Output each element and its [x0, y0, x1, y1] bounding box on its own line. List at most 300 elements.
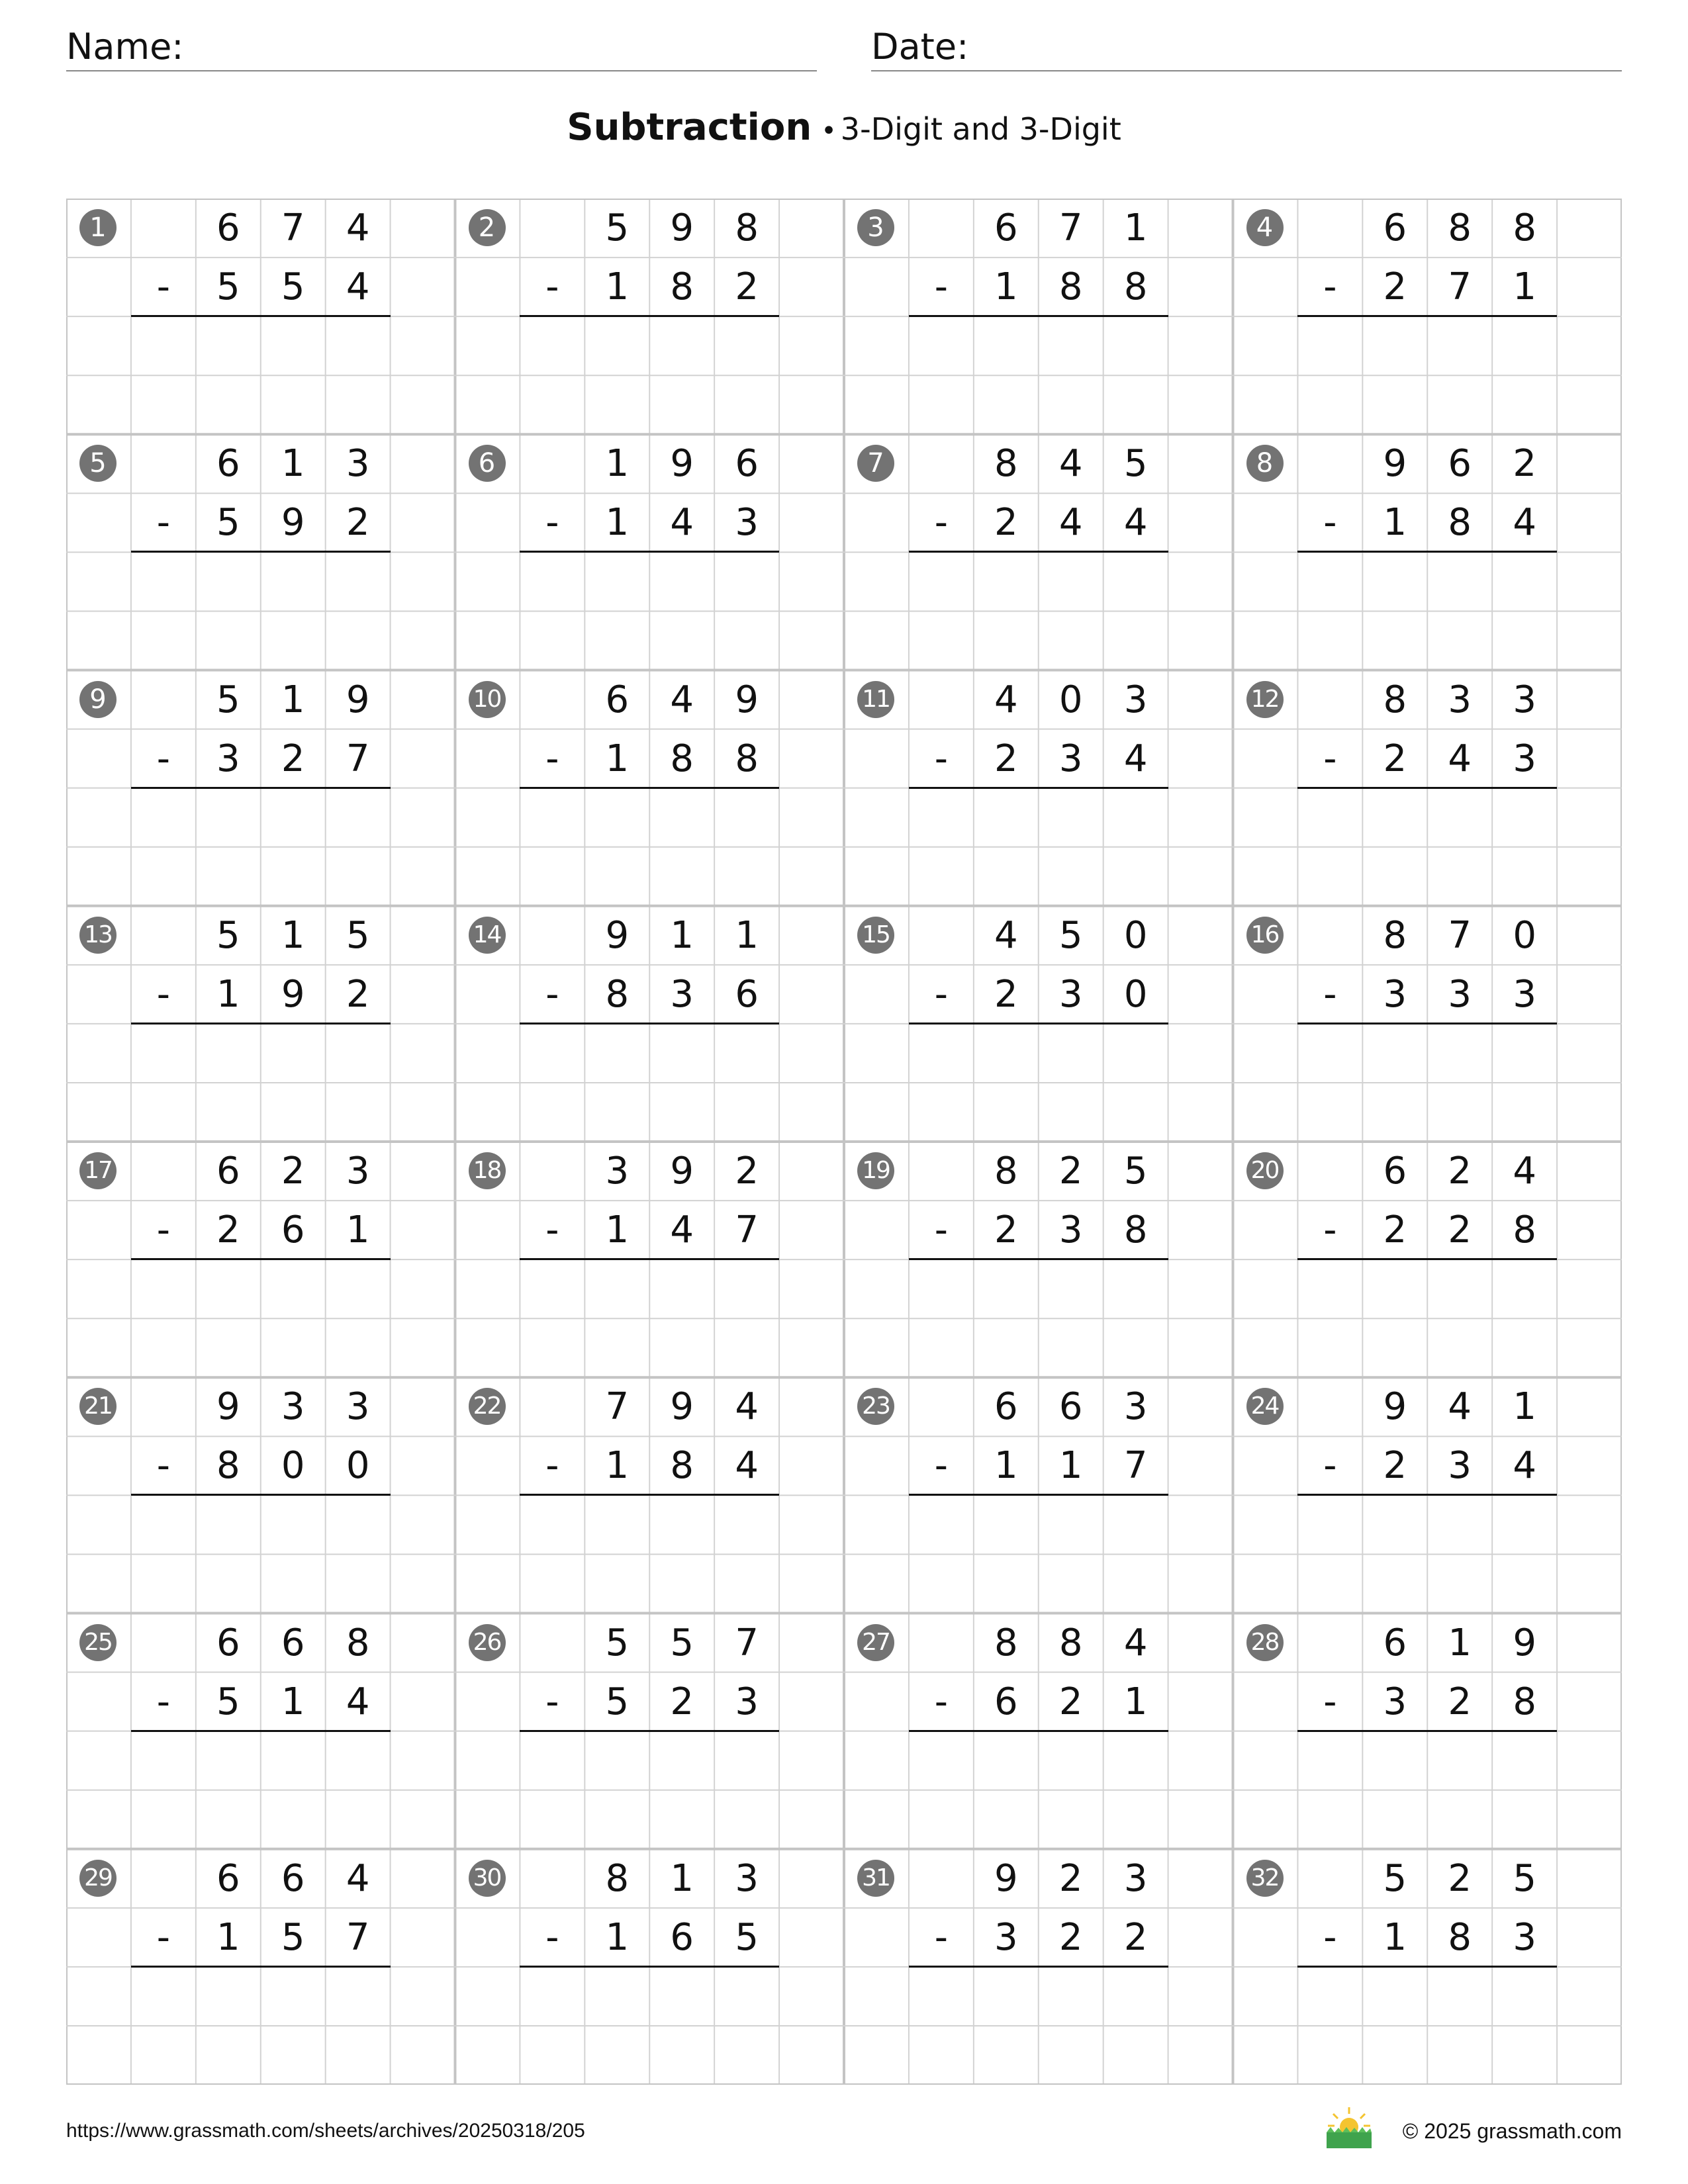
- answer-cell[interactable]: [649, 1024, 714, 1142]
- subtrahend-digit: 2: [1383, 1444, 1407, 1488]
- problem-grid: [66, 199, 1622, 2085]
- minus-sign: -: [545, 972, 559, 1016]
- answer-cell[interactable]: [1492, 1259, 1557, 1377]
- answer-cell[interactable]: [714, 788, 779, 906]
- problem-number-badge: 12: [1246, 681, 1284, 718]
- answer-cell[interactable]: [1039, 1495, 1103, 1613]
- minuend-digit: 6: [1383, 1621, 1407, 1664]
- minuend-digit: 5: [670, 1621, 694, 1664]
- answer-cell[interactable]: [131, 1731, 196, 1849]
- problem-number-badge: 21: [79, 1388, 117, 1425]
- subtrahend-digit: 5: [281, 265, 305, 309]
- subtrahend-digit: 3: [1058, 1208, 1083, 1252]
- subtrahend-digit: 4: [735, 1444, 759, 1488]
- minuend-digit: 4: [994, 678, 1018, 721]
- answer-cell[interactable]: [520, 1495, 585, 1613]
- subtrahend-digit: 8: [216, 1444, 240, 1488]
- problem-number-badge: 28: [1246, 1624, 1284, 1661]
- minus-sign: -: [1323, 737, 1337, 780]
- subtrahend-digit: 8: [670, 737, 694, 780]
- problem-number-badge: 17: [79, 1152, 117, 1189]
- footer-url[interactable]: https://www.grassmath.com/sheets/archives/20250318/205: [66, 2120, 585, 2142]
- problem-number-badge: 22: [469, 1388, 506, 1425]
- answer-cell[interactable]: [196, 1967, 261, 2085]
- minuend-digit: 9: [670, 1150, 694, 1193]
- answer-cell[interactable]: [714, 1495, 779, 1613]
- answer-cell[interactable]: [1039, 552, 1103, 670]
- minus-sign: -: [545, 265, 559, 309]
- problem-number-badge: 16: [1246, 917, 1284, 954]
- minuend-digit: 6: [281, 1621, 305, 1664]
- minuend-digit: 8: [346, 1621, 370, 1664]
- minuend-digit: 6: [735, 442, 759, 486]
- subtrahend-digit: 2: [1058, 1915, 1083, 1959]
- answer-cell[interactable]: [261, 1495, 326, 1613]
- answer-cell[interactable]: [1103, 552, 1168, 670]
- minus-sign: -: [156, 737, 171, 780]
- answer-cell[interactable]: [1362, 1024, 1427, 1142]
- minus-sign: -: [545, 1208, 559, 1252]
- answer-cell[interactable]: [326, 316, 391, 434]
- minuend-digit: 4: [1513, 1150, 1536, 1193]
- minus-sign: -: [156, 1915, 171, 1959]
- answer-cell[interactable]: [974, 1731, 1039, 1849]
- answer-cell[interactable]: [196, 1495, 261, 1613]
- minuend-digit: 4: [1123, 1621, 1148, 1664]
- subtrahend-digit: 3: [994, 1915, 1018, 1959]
- answer-cell[interactable]: [714, 1259, 779, 1377]
- answer-cell[interactable]: [1427, 1259, 1492, 1377]
- minuend-digit: 2: [1058, 1856, 1083, 1900]
- subtrahend-digit: 5: [281, 1915, 305, 1959]
- problem-number-badge: 29: [79, 1860, 117, 1897]
- minuend-digit: 9: [670, 442, 694, 486]
- subtrahend-digit: 2: [670, 1680, 694, 1723]
- answer-cell[interactable]: [131, 1259, 196, 1377]
- answer-cell[interactable]: [585, 1967, 649, 2085]
- answer-cell[interactable]: [1297, 1967, 1362, 2085]
- minuend-digit: 1: [670, 1856, 694, 1900]
- answer-cell[interactable]: [1492, 788, 1557, 906]
- answer-cell[interactable]: [714, 316, 779, 434]
- subtrahend-digit: 2: [735, 265, 759, 309]
- minuend-digit: 9: [670, 1385, 694, 1429]
- answer-cell[interactable]: [974, 1495, 1039, 1613]
- minuend-digit: 3: [1123, 1385, 1148, 1429]
- minuend-digit: 8: [1058, 1621, 1083, 1664]
- name-field[interactable]: [66, 25, 817, 71]
- answer-cell[interactable]: [649, 552, 714, 670]
- answer-cell[interactable]: [585, 1259, 649, 1377]
- answer-cell[interactable]: [714, 1967, 779, 2085]
- problem-number-badge: 5: [79, 445, 117, 482]
- answer-cell[interactable]: [326, 788, 391, 906]
- answer-cell[interactable]: [649, 788, 714, 906]
- subtrahend-digit: 6: [994, 1680, 1018, 1723]
- answer-cell[interactable]: [131, 316, 196, 434]
- answer-cell[interactable]: [1492, 1731, 1557, 1849]
- subtrahend-digit: 8: [1058, 265, 1083, 309]
- minuend-digit: 8: [1383, 678, 1407, 721]
- minus-sign: -: [156, 1680, 171, 1723]
- minus-sign: -: [1323, 1444, 1337, 1488]
- problem-number-badge: 6: [469, 445, 506, 482]
- answer-cell[interactable]: [1039, 1024, 1103, 1142]
- answer-cell[interactable]: [520, 1259, 585, 1377]
- minuend-digit: 9: [994, 1856, 1018, 1900]
- subtrahend-digit: 8: [1513, 1680, 1536, 1723]
- answer-cell[interactable]: [1297, 1259, 1362, 1377]
- answer-cell[interactable]: [131, 1024, 196, 1142]
- grassmath-logo-icon: [1324, 2103, 1374, 2151]
- subtrahend-digit: 1: [1383, 1915, 1407, 1959]
- answer-cell[interactable]: [1362, 1967, 1427, 2085]
- subtrahend-digit: 7: [1448, 265, 1472, 309]
- problem-number-badge: 3: [857, 209, 894, 246]
- answer-cell[interactable]: [520, 1731, 585, 1849]
- subtrahend-digit: 4: [670, 1208, 694, 1252]
- subtrahend-digit: 3: [1058, 737, 1083, 780]
- subtrahend-digit: 3: [1383, 972, 1407, 1016]
- subtrahend-digit: 7: [735, 1208, 759, 1252]
- answer-cell[interactable]: [520, 552, 585, 670]
- answer-cell[interactable]: [909, 1967, 974, 2085]
- subtrahend-digit: 1: [346, 1208, 370, 1252]
- subtrahend-digit: 3: [735, 1680, 759, 1723]
- answer-cell[interactable]: [261, 1259, 326, 1377]
- problem-number-badge: 7: [857, 445, 894, 482]
- answer-cell[interactable]: [520, 1967, 585, 2085]
- minuend-digit: 6: [994, 1385, 1018, 1429]
- subtrahend-digit: 2: [1058, 1680, 1083, 1723]
- subtrahend-digit: 7: [346, 737, 370, 780]
- minuend-digit: 9: [1383, 442, 1407, 486]
- answer-cell[interactable]: [1297, 1731, 1362, 1849]
- date-field[interactable]: [871, 25, 1622, 71]
- minuend-digit: 5: [216, 913, 240, 957]
- answer-cell[interactable]: [909, 1495, 974, 1613]
- answer-cell[interactable]: [1039, 1731, 1103, 1849]
- subtrahend-digit: 8: [735, 737, 759, 780]
- subtrahend-digit: 4: [1058, 501, 1083, 545]
- answer-cell[interactable]: [1362, 1259, 1427, 1377]
- minuend-digit: 7: [735, 1621, 759, 1664]
- subtrahend-digit: 3: [1513, 1915, 1536, 1959]
- answer-cell[interactable]: [1492, 1495, 1557, 1613]
- answer-cell[interactable]: [326, 552, 391, 670]
- answer-cell[interactable]: [131, 788, 196, 906]
- subtrahend-digit: 3: [1513, 972, 1536, 1016]
- minus-sign: -: [1323, 1208, 1337, 1252]
- answer-cell[interactable]: [1297, 788, 1362, 906]
- answer-cell[interactable]: [974, 316, 1039, 434]
- minuend-digit: 6: [994, 206, 1018, 250]
- minuend-digit: 5: [1123, 442, 1148, 486]
- problem-number-badge: 30: [469, 1860, 506, 1897]
- answer-cell[interactable]: [649, 316, 714, 434]
- answer-cell[interactable]: [1427, 1731, 1492, 1849]
- answer-cell[interactable]: [131, 1967, 196, 2085]
- subtrahend-digit: 6: [670, 1915, 694, 1959]
- answer-cell[interactable]: [585, 1731, 649, 1849]
- problem-number-badge: 24: [1246, 1388, 1284, 1425]
- subtrahend-digit: 8: [1448, 1915, 1472, 1959]
- answer-cell[interactable]: [196, 316, 261, 434]
- minuend-digit: 6: [216, 442, 240, 486]
- subtrahend-digit: 2: [1383, 1208, 1407, 1252]
- answer-cell[interactable]: [1297, 316, 1362, 434]
- subtrahend-digit: 1: [605, 1444, 630, 1488]
- problem-number-badge: 26: [469, 1624, 506, 1661]
- answer-cell[interactable]: [974, 1024, 1039, 1142]
- answer-cell[interactable]: [974, 1259, 1039, 1377]
- answer-cell[interactable]: [326, 1731, 391, 1849]
- subtrahend-digit: 1: [281, 1680, 305, 1723]
- subtrahend-digit: 2: [346, 501, 370, 545]
- answer-cell[interactable]: [1427, 552, 1492, 670]
- minuend-digit: 2: [1448, 1856, 1472, 1900]
- subtrahend-digit: 4: [1448, 737, 1472, 780]
- answer-cell[interactable]: [196, 788, 261, 906]
- subtrahend-digit: 2: [994, 972, 1018, 1016]
- minuend-digit: 8: [994, 1621, 1018, 1664]
- problem-number-badge: 18: [469, 1152, 506, 1189]
- minuend-digit: 1: [1448, 1621, 1472, 1664]
- subtrahend-digit: 4: [670, 501, 694, 545]
- answer-cell[interactable]: [1362, 1731, 1427, 1849]
- minuend-digit: 6: [216, 1150, 240, 1193]
- answer-cell[interactable]: [1103, 1024, 1168, 1142]
- name-label: Name:: [66, 26, 184, 68]
- answer-cell[interactable]: [1039, 788, 1103, 906]
- subtrahend-digit: 0: [346, 1444, 370, 1488]
- subtrahend-digit: 2: [1123, 1915, 1148, 1959]
- answer-cell[interactable]: [585, 316, 649, 434]
- minuend-digit: 1: [605, 442, 630, 486]
- answer-cell[interactable]: [1427, 788, 1492, 906]
- subtrahend-digit: 3: [1448, 1444, 1472, 1488]
- answer-cell[interactable]: [1492, 316, 1557, 434]
- answer-cell[interactable]: [261, 552, 326, 670]
- minuend-digit: 8: [1383, 913, 1407, 957]
- answer-cell[interactable]: [1492, 552, 1557, 670]
- minuend-digit: 9: [1513, 1621, 1536, 1664]
- minus-sign: -: [156, 501, 171, 545]
- answer-cell[interactable]: [326, 1259, 391, 1377]
- answer-cell[interactable]: [1103, 788, 1168, 906]
- minus-sign: -: [1323, 1915, 1337, 1959]
- problem-number-badge: 8: [1246, 445, 1284, 482]
- subtrahend-digit: 2: [994, 737, 1018, 780]
- subtrahend-digit: 8: [1448, 501, 1472, 545]
- subtrahend-digit: 8: [1513, 1208, 1536, 1252]
- answer-cell[interactable]: [585, 1495, 649, 1613]
- problem-number-badge: 31: [857, 1860, 894, 1897]
- subtrahend-digit: 1: [216, 972, 240, 1016]
- answer-cell[interactable]: [585, 788, 649, 906]
- answer-cell[interactable]: [1492, 1967, 1557, 2085]
- problem-number-badge: 14: [469, 917, 506, 954]
- answer-cell[interactable]: [196, 552, 261, 670]
- problem-number-badge: 1: [79, 209, 117, 246]
- answer-cell[interactable]: [649, 1259, 714, 1377]
- minuend-digit: 2: [1058, 1150, 1083, 1193]
- answer-cell[interactable]: [714, 1024, 779, 1142]
- answer-cell[interactable]: [261, 1731, 326, 1849]
- answer-cell[interactable]: [1362, 316, 1427, 434]
- minus-sign: -: [156, 1444, 171, 1488]
- subtrahend-digit: 1: [994, 1444, 1018, 1488]
- problem-number-badge: 25: [79, 1624, 117, 1661]
- answer-cell[interactable]: [909, 788, 974, 906]
- answer-cell[interactable]: [585, 1024, 649, 1142]
- answer-cell[interactable]: [1427, 1024, 1492, 1142]
- answer-cell[interactable]: [131, 1495, 196, 1613]
- subtrahend-digit: 4: [1123, 501, 1148, 545]
- answer-cell[interactable]: [1362, 788, 1427, 906]
- minuend-digit: 6: [281, 1856, 305, 1900]
- minuend-digit: 2: [735, 1150, 759, 1193]
- answer-cell[interactable]: [1427, 1967, 1492, 2085]
- answer-cell[interactable]: [520, 788, 585, 906]
- subtrahend-digit: 7: [1123, 1444, 1148, 1488]
- minuend-digit: 4: [670, 678, 694, 721]
- answer-cell[interactable]: [196, 1259, 261, 1377]
- answer-cell[interactable]: [1362, 552, 1427, 670]
- subtrahend-digit: 2: [994, 501, 1018, 545]
- answer-cell[interactable]: [326, 1967, 391, 2085]
- answer-cell[interactable]: [326, 1024, 391, 1142]
- answer-cell[interactable]: [1103, 1259, 1168, 1377]
- answer-cell[interactable]: [326, 1495, 391, 1613]
- answer-cell[interactable]: [1297, 552, 1362, 670]
- subtrahend-digit: 3: [1383, 1680, 1407, 1723]
- minuend-digit: 8: [605, 1856, 630, 1900]
- minuend-digit: 0: [1513, 913, 1536, 957]
- answer-cell[interactable]: [1039, 1967, 1103, 2085]
- minuend-digit: 7: [1058, 206, 1083, 250]
- minuend-digit: 6: [605, 678, 630, 721]
- minuend-digit: 9: [216, 1385, 240, 1429]
- minuend-digit: 6: [216, 206, 240, 250]
- answer-cell[interactable]: [196, 1731, 261, 1849]
- subtrahend-digit: 8: [605, 972, 630, 1016]
- minuend-digit: 4: [735, 1385, 759, 1429]
- answer-cell[interactable]: [1103, 316, 1168, 434]
- answer-cell[interactable]: [909, 1259, 974, 1377]
- answer-cell[interactable]: [649, 1495, 714, 1613]
- subtrahend-digit: 1: [605, 1208, 630, 1252]
- answer-cell[interactable]: [1039, 1259, 1103, 1377]
- answer-cell[interactable]: [1103, 1967, 1168, 2085]
- answer-cell[interactable]: [974, 1967, 1039, 2085]
- answer-cell[interactable]: [714, 1731, 779, 1849]
- minuend-digit: 9: [1383, 1385, 1407, 1429]
- answer-cell[interactable]: [1103, 1495, 1168, 1613]
- minus-sign: -: [934, 501, 949, 545]
- title-main: Subtraction: [567, 106, 812, 149]
- answer-cell[interactable]: [261, 316, 326, 434]
- answer-cell[interactable]: [1103, 1731, 1168, 1849]
- answer-cell[interactable]: [1297, 1495, 1362, 1613]
- minuend-digit: 3: [346, 1150, 370, 1193]
- answer-cell[interactable]: [1039, 316, 1103, 434]
- answer-cell[interactable]: [714, 552, 779, 670]
- minuend-digit: 3: [1123, 1856, 1148, 1900]
- answer-cell[interactable]: [520, 316, 585, 434]
- answer-cell[interactable]: [520, 1024, 585, 1142]
- minuend-digit: 3: [346, 442, 370, 486]
- answer-cell[interactable]: [909, 552, 974, 670]
- subtrahend-digit: 4: [1513, 501, 1536, 545]
- title-separator: •: [821, 116, 837, 146]
- answer-cell[interactable]: [261, 788, 326, 906]
- minuend-digit: 3: [735, 1856, 759, 1900]
- answer-cell[interactable]: [585, 552, 649, 670]
- answer-cell[interactable]: [909, 316, 974, 434]
- minus-sign: -: [1323, 972, 1337, 1016]
- answer-cell[interactable]: [196, 1024, 261, 1142]
- answer-cell[interactable]: [131, 552, 196, 670]
- subtrahend-digit: 1: [994, 265, 1018, 309]
- problem-number-badge: 32: [1246, 1860, 1284, 1897]
- subtrahend-digit: 8: [670, 265, 694, 309]
- minus-sign: -: [934, 972, 949, 1016]
- answer-cell[interactable]: [1492, 1024, 1557, 1142]
- minuend-digit: 6: [216, 1856, 240, 1900]
- footer-copyright: © 2025 grassmath.com: [1402, 2119, 1622, 2143]
- minuend-digit: 5: [605, 1621, 630, 1664]
- answer-cell[interactable]: [261, 1024, 326, 1142]
- answer-cell[interactable]: [261, 1967, 326, 2085]
- answer-cell[interactable]: [649, 1731, 714, 1849]
- subtrahend-digit: 2: [994, 1208, 1018, 1252]
- minuend-digit: 5: [1123, 1150, 1148, 1193]
- minuend-digit: 1: [1513, 1385, 1536, 1429]
- answer-cell[interactable]: [909, 1731, 974, 1849]
- subtrahend-digit: 3: [216, 737, 240, 780]
- answer-cell[interactable]: [1362, 1495, 1427, 1613]
- answer-cell[interactable]: [649, 1967, 714, 2085]
- minuend-digit: 7: [605, 1385, 630, 1429]
- minuend-digit: 9: [735, 678, 759, 721]
- answer-cell[interactable]: [974, 788, 1039, 906]
- answer-cell[interactable]: [1297, 1024, 1362, 1142]
- minuend-digit: 6: [1383, 206, 1407, 250]
- answer-cell[interactable]: [1427, 316, 1492, 434]
- minuend-digit: 7: [1448, 913, 1472, 957]
- answer-cell[interactable]: [974, 552, 1039, 670]
- minuend-digit: 5: [216, 678, 240, 721]
- subtrahend-digit: 5: [605, 1680, 630, 1723]
- problem-number-badge: 15: [857, 917, 894, 954]
- minuend-digit: 1: [281, 442, 305, 486]
- minus-sign: -: [545, 1680, 559, 1723]
- problem-number-badge: 10: [469, 681, 506, 718]
- answer-cell[interactable]: [1427, 1495, 1492, 1613]
- subtrahend-digit: 1: [605, 737, 630, 780]
- subtrahend-digit: 6: [281, 1208, 305, 1252]
- minuend-digit: 6: [1058, 1385, 1083, 1429]
- minuend-digit: 8: [1448, 206, 1472, 250]
- minus-sign: -: [934, 1444, 949, 1488]
- problem-number-badge: 11: [857, 681, 894, 718]
- minuend-digit: 7: [281, 206, 305, 250]
- answer-cell[interactable]: [909, 1024, 974, 1142]
- minus-sign: -: [156, 265, 171, 309]
- minuend-digit: 9: [605, 913, 630, 957]
- subtrahend-digit: 3: [1448, 972, 1472, 1016]
